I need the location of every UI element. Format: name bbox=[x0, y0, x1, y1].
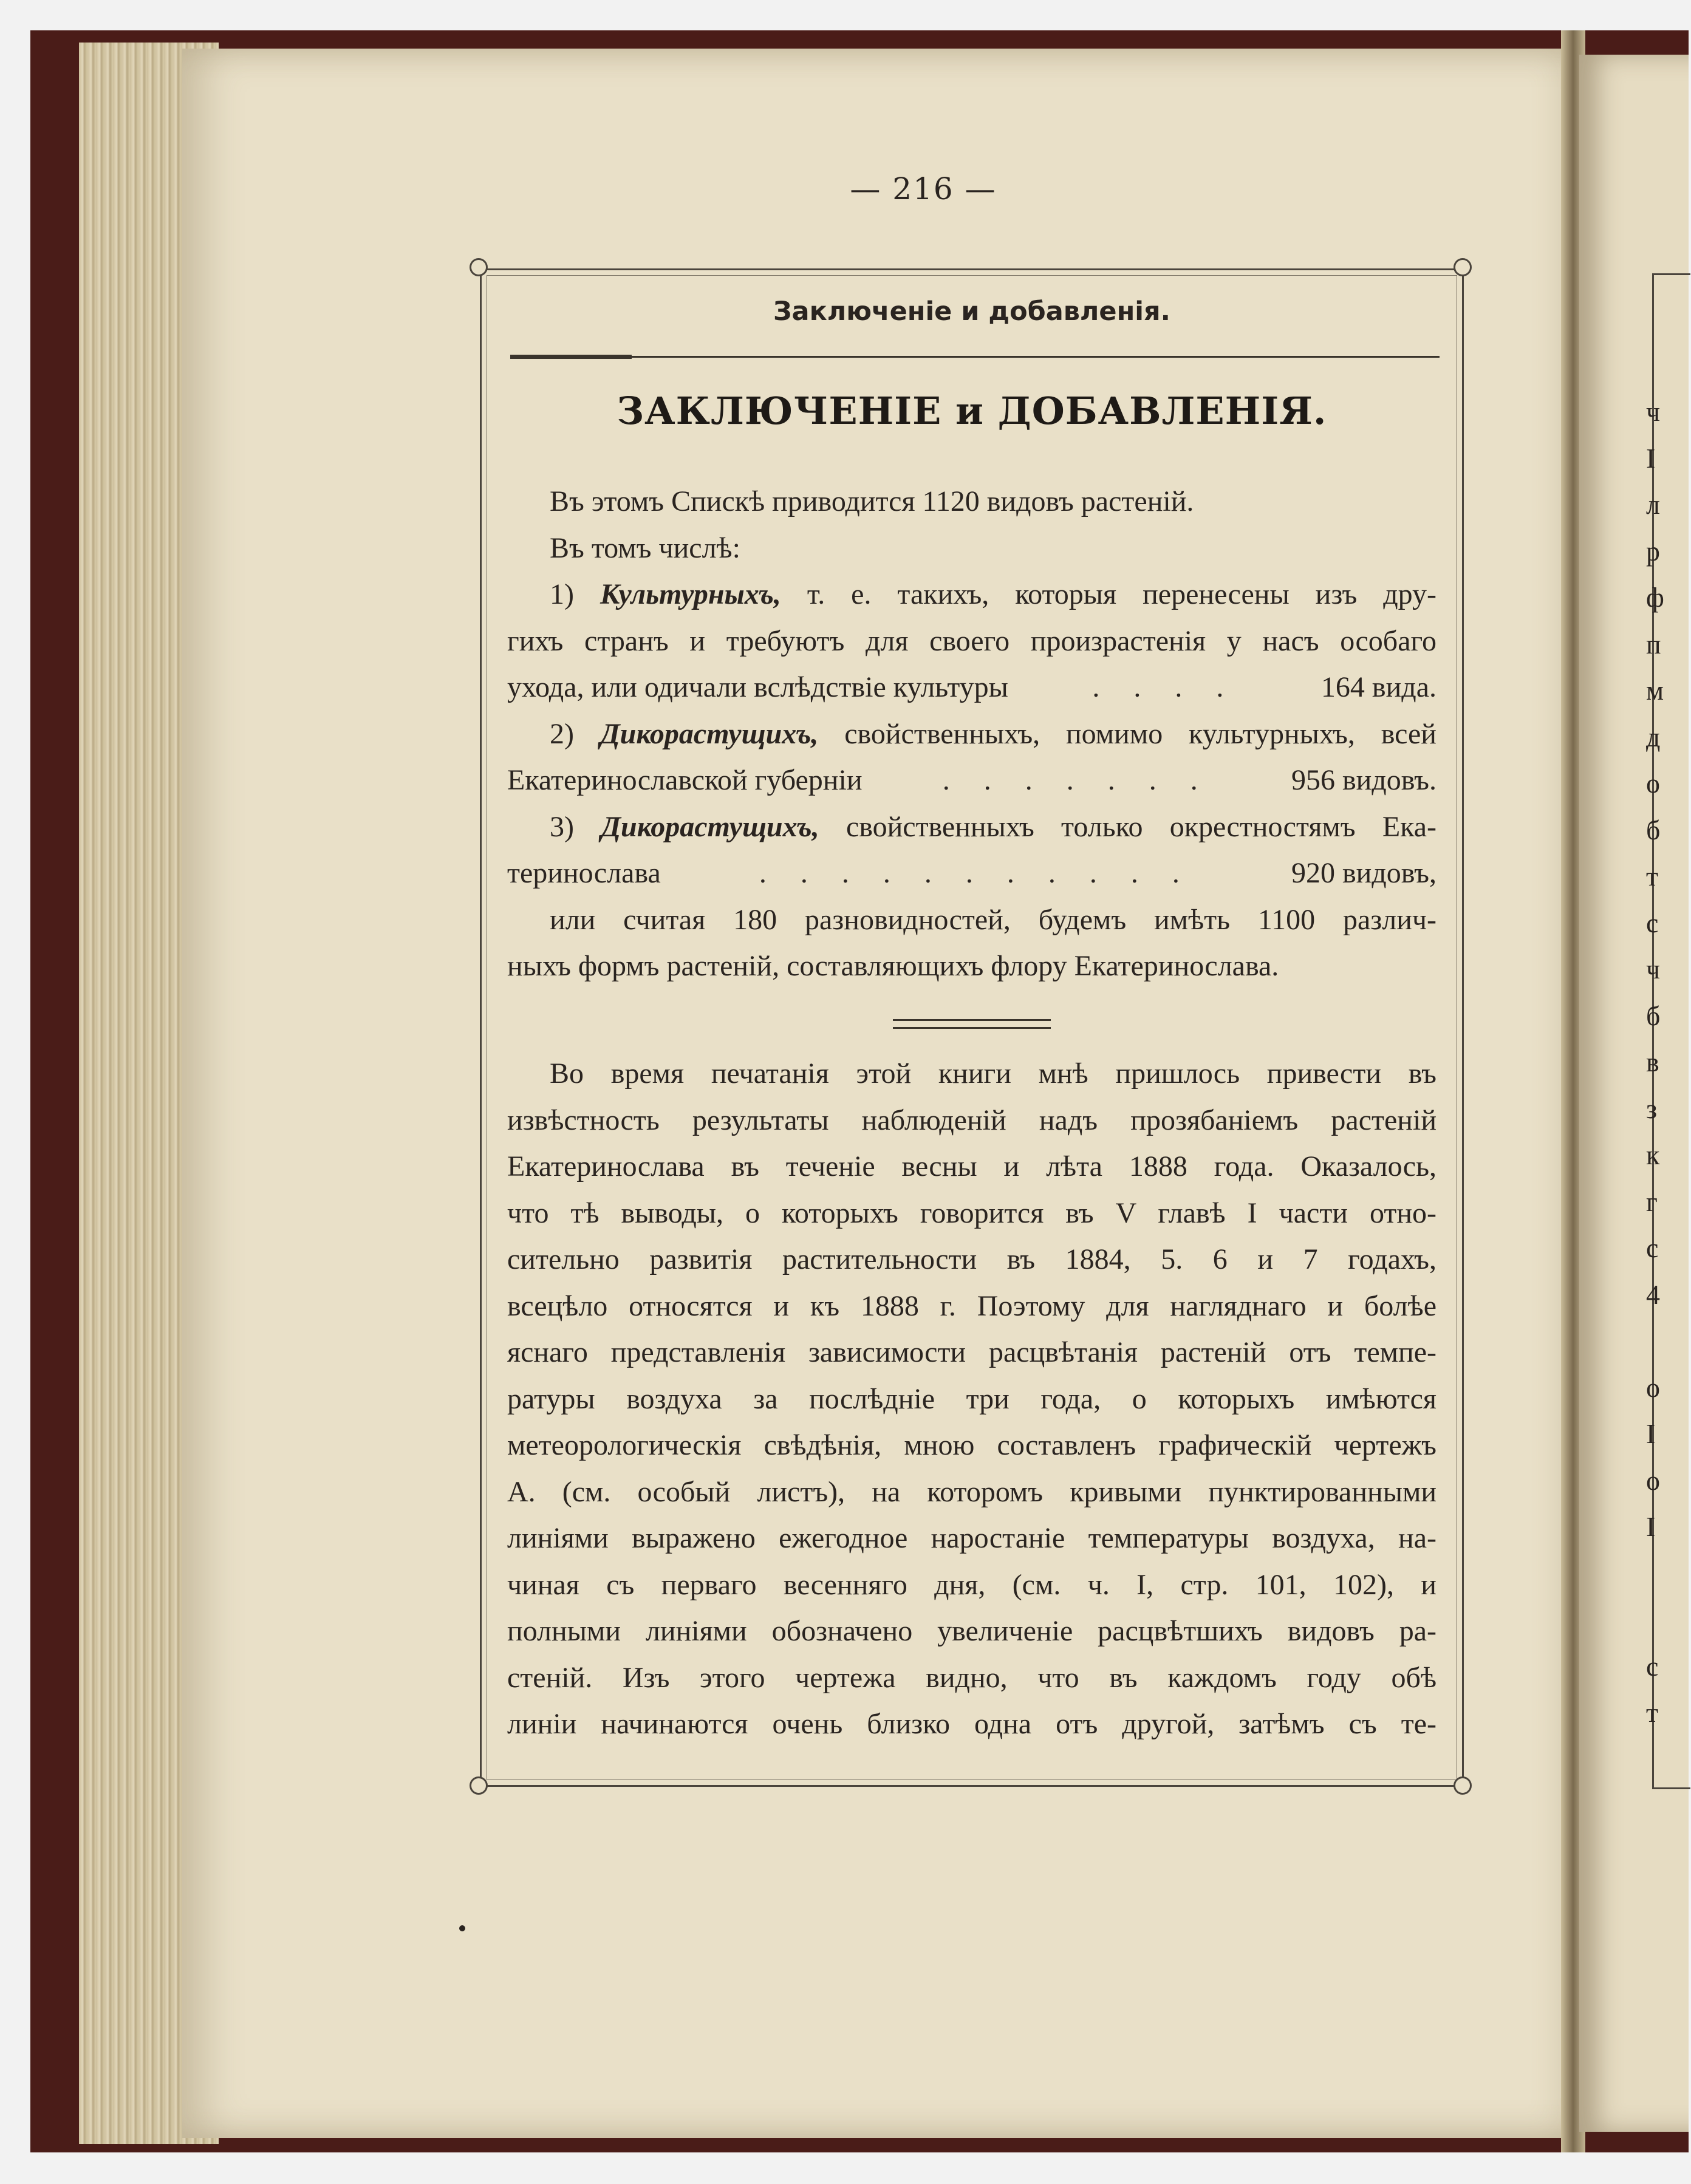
right-page-letter: т bbox=[1646, 1697, 1659, 1728]
list-item-wild-city: 3) Дикорастущихъ, свойственныхъ только окрестностямъ Ека- bbox=[550, 810, 1436, 843]
running-head-rule bbox=[510, 356, 1440, 358]
right-page-letter: в bbox=[1646, 1046, 1659, 1077]
right-page-letter bbox=[1646, 1597, 1682, 1643]
right-page-letter: р bbox=[1646, 535, 1660, 567]
right-page-letter: ч bbox=[1646, 396, 1661, 427]
list-item-wild-province: 2) Дикорастущихъ, свойственныхъ, помимо культурныхъ, всей bbox=[550, 717, 1436, 750]
right-page-letter: о bbox=[1646, 1464, 1660, 1496]
varieties-sentence: или считая 180 разновидностей, будемъ имѣть 1100 различ- bbox=[550, 903, 1436, 936]
right-page-letter: б bbox=[1646, 1000, 1661, 1031]
right-page-letter: п bbox=[1646, 628, 1661, 660]
paragraph-line: полными линіями обозначено увеличеніе расцвѣтшихъ видовъ ра- bbox=[507, 1615, 1436, 1647]
paragraph-line: Екатеринослава въ теченіе весны и лѣта 1888 года. Оказалось, bbox=[507, 1150, 1436, 1182]
frame-corner-ornament bbox=[1454, 258, 1472, 276]
cultivated-count: 164 вида. bbox=[1320, 671, 1436, 703]
paragraph-line: Во время печатанія этой книги мнѣ пришлось привести въ bbox=[550, 1057, 1436, 1090]
paragraph-line: сительно развитія растительности въ 1884, 5. 6 и 7 годахъ, bbox=[507, 1243, 1436, 1275]
section-title: ЗАКЛЮЧЕНІЕ и ДОБАВЛЕНІЯ. bbox=[617, 389, 1327, 433]
summary-block bbox=[507, 479, 1436, 990]
right-page-letter: д bbox=[1646, 721, 1661, 752]
right-page-letter: с bbox=[1646, 1232, 1659, 1263]
right-page-letter bbox=[1646, 1551, 1682, 1597]
running-head-rule-accent bbox=[510, 355, 632, 359]
paragraph-line: линіями выражено ежегодное наростаніе температуры воздуха, на- bbox=[507, 1522, 1436, 1554]
paragraph-line: А. (см. особый листъ), на которомъ кривыми пунктированными bbox=[507, 1475, 1436, 1508]
right-page-letter: о bbox=[1646, 1371, 1660, 1403]
right-page-text-fragment bbox=[1646, 389, 1682, 1736]
right-page-letter: I bbox=[1646, 1511, 1656, 1542]
paragraph-line: линіи начинаются очень близко одна отъ другой, затѣмъ съ те- bbox=[507, 1708, 1436, 1740]
paragraph-line: метеорологическія свѣдѣнія, мною составленъ графическій чертежъ bbox=[507, 1429, 1436, 1461]
right-page-letter: ч bbox=[1646, 954, 1661, 985]
right-page-letter: с bbox=[1646, 907, 1659, 938]
term-wild: Дикорастущихъ, bbox=[600, 717, 819, 750]
list-item-wild-city-total: теринослава . . . . . . . . . . . 920 видовъ, bbox=[507, 850, 1436, 897]
frame-corner-ornament bbox=[470, 258, 488, 276]
right-page-letter: ф bbox=[1646, 582, 1664, 613]
wild-city-count: 920 видовъ, bbox=[1291, 857, 1436, 889]
varieties-sentence-cont: ныхъ формъ растеній, составляющихъ флору Екатеринослава. bbox=[507, 950, 1279, 982]
right-page-letter: I bbox=[1646, 442, 1656, 474]
paragraph-line: ратуры воздуха за послѣдніе три года, о которыхъ имѣются bbox=[507, 1382, 1436, 1415]
list-item-wild-province-total: Екатеринославской губерніи . . . . . . . 956 видовъ. bbox=[507, 757, 1436, 804]
term-wild: Дикорастущихъ, bbox=[601, 810, 819, 843]
summary-subheading: Въ томъ числѣ: bbox=[550, 531, 740, 564]
paragraph-line: стеній. Изъ этого чертежа видно, что въ каждомъ году обѣ bbox=[507, 1661, 1436, 1694]
section-separator bbox=[893, 1019, 1051, 1029]
paragraph-line: всецѣло относятся и къ 1888 г. Поэтому для нагляднаго и болѣе bbox=[507, 1289, 1436, 1322]
right-page-letter: I bbox=[1646, 1418, 1656, 1449]
paragraph-line: яснаго представленія зависимости расцвѣтанія растеній отъ темпе- bbox=[507, 1336, 1436, 1368]
right-page-letter: л bbox=[1646, 489, 1660, 520]
ink-speck bbox=[459, 1925, 465, 1931]
running-head: Заключеніе и добавленія. bbox=[773, 296, 1170, 327]
right-page-letter: з bbox=[1646, 1093, 1658, 1124]
right-page-letter: г bbox=[1646, 1186, 1658, 1217]
frame-corner-ornament bbox=[1454, 1776, 1472, 1795]
right-page-letter: т bbox=[1646, 861, 1659, 892]
right-page-letter: о bbox=[1646, 768, 1660, 799]
right-page-letter: к bbox=[1646, 1139, 1660, 1170]
right-page-letter bbox=[1646, 1318, 1682, 1365]
phenology-paragraph bbox=[507, 1051, 1436, 1748]
paragraph-line: чиная съ перваго весенняго дня, (см. ч. I, стр. 101, 102), и bbox=[507, 1568, 1436, 1601]
right-page-letter: м bbox=[1646, 675, 1664, 706]
list-item-cultivated-cont: гихъ странъ и требуютъ для своего произрастенія у насъ особаго bbox=[507, 624, 1436, 657]
list-item-cultivated-total: ухода, или одичали вслѣдствіе культуры . . . . 164 вида. bbox=[507, 664, 1436, 711]
paragraph-line: извѣстность результаты наблюденій надъ прозябаніемъ растеній bbox=[507, 1104, 1436, 1136]
frame-corner-ornament bbox=[470, 1776, 488, 1795]
page-number: — 216 — bbox=[850, 171, 997, 206]
right-page-letter: с bbox=[1646, 1650, 1659, 1682]
wild-province-count: 956 видовъ. bbox=[1291, 764, 1436, 796]
right-page-letter: б bbox=[1646, 814, 1661, 845]
paragraph-line: что тѣ выводы, о которыхъ говорится въ V главѣ I части отно- bbox=[507, 1196, 1436, 1229]
summary-sentence: Въ этомъ Спискѣ приводится 1120 видовъ растеній. bbox=[550, 485, 1194, 517]
right-page-letter: 4 bbox=[1646, 1278, 1660, 1310]
term-cultivated: Культурныхъ, bbox=[600, 578, 781, 610]
list-item-cultivated: 1) Культурныхъ, т. е. такихъ, которыя перенесены изъ дру- bbox=[550, 578, 1436, 610]
